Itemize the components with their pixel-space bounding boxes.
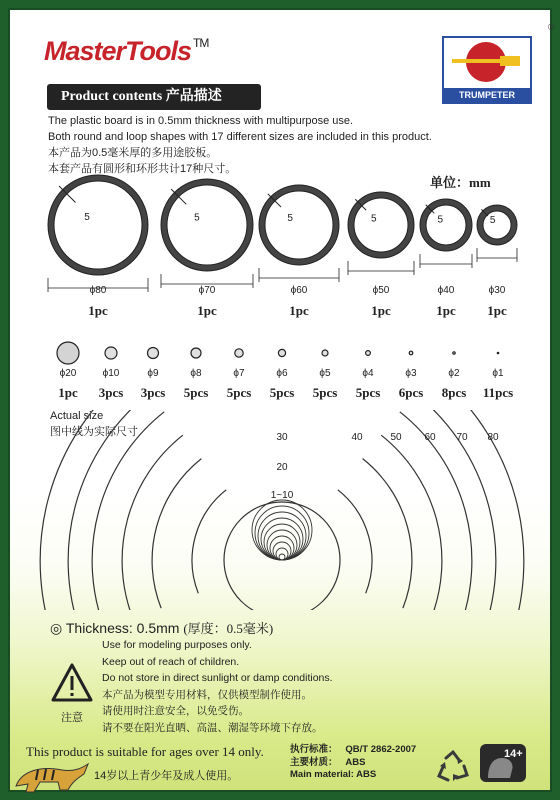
thickness-cn: (厚度：0.5毫米) (183, 621, 274, 636)
ring-item (477, 205, 517, 318)
disc-diameter-label: ϕ4 (362, 368, 374, 379)
disc-quantity-label: 5pcs (312, 385, 338, 400)
disc-shape (148, 348, 159, 359)
small-circle (267, 530, 297, 560)
actual-size-en: Actual size (50, 410, 104, 422)
thickness-line (50, 618, 273, 637)
ring-width-label: 5 (194, 212, 200, 224)
disc-quantity-label: 1pc (58, 385, 78, 400)
brand-name: MasterTools (44, 36, 192, 66)
disc-item (399, 351, 424, 400)
disc-item (483, 352, 513, 400)
disc-shape (57, 342, 79, 364)
actual-size-arcs (10, 410, 550, 610)
disc-shape (497, 352, 498, 353)
ring-quantity-label: 1pc (197, 303, 217, 318)
arc-left (68, 410, 149, 610)
ring-diameter-label: ϕ70 (198, 285, 216, 296)
disc-shape (191, 348, 201, 358)
spec-material-cn: 主要材质： ABS (290, 756, 366, 768)
ring-diameter-label: ϕ40 (437, 285, 455, 296)
age-notice-cn: 14岁以上青少年及成人使用。 (94, 770, 239, 782)
note-line: Do not store in direct sunlight or damp conditions. (102, 672, 333, 684)
disc-diameter-label: ϕ7 (233, 368, 245, 379)
age-14-badge (480, 744, 526, 782)
registered-mark: ® (548, 22, 555, 32)
trademark: TM (193, 36, 209, 50)
ring-quantity-label: 1pc (88, 303, 108, 318)
warning-label: 注意 (61, 712, 83, 724)
note-line: Keep out of reach of children. (102, 655, 240, 668)
disc-diameter-label: ϕ10 (102, 368, 120, 379)
arc-left (192, 490, 226, 594)
ring-quantity-label: 1pc (487, 303, 507, 318)
disc-diameter-label: ϕ8 (190, 368, 202, 379)
disc-quantity-label: 8pcs (441, 385, 467, 400)
disc-item (313, 350, 338, 400)
disc-shape (235, 349, 243, 357)
disc-quantity-label: 5pcs (183, 385, 209, 400)
disc-quantity-label: 6pcs (398, 385, 424, 400)
spec-standard: 执行标准： QB/T 2862-2007 (290, 744, 417, 755)
disc-diameter-label: ϕ2 (448, 368, 460, 379)
ring-width-label: 5 (489, 215, 496, 226)
recycle-icon (434, 748, 472, 786)
disc-quantity-label: 5pcs (269, 385, 295, 400)
arc-right (363, 459, 412, 608)
warning-block (50, 662, 94, 722)
arc-size-label: 50 (390, 432, 402, 443)
disc-diameter-label: ϕ20 (59, 368, 77, 379)
arc-right (432, 410, 524, 610)
disc-shape (366, 351, 371, 356)
arc-size-label: 70 (456, 432, 468, 443)
arc-left (152, 459, 201, 608)
tiger-icon (12, 760, 92, 794)
usage-notes (102, 637, 333, 736)
product-card (10, 10, 555, 790)
disc-quantity-label: 5pcs (355, 385, 381, 400)
disc-shape (278, 349, 285, 356)
age-badge-text: 14+ (504, 748, 523, 760)
small-circle (273, 542, 291, 560)
ring-diameter-label: ϕ50 (372, 285, 390, 296)
disc-shape (409, 351, 413, 355)
intro-line: 本套产品有圆形和环形共计17种尺寸。 (48, 163, 237, 175)
arc-size-label: 30 (276, 432, 288, 443)
arc-right (381, 435, 442, 610)
note-line: 请使用时注意安全，以免受伤。 (102, 705, 249, 717)
logo-text: TRUMPETER (444, 88, 530, 102)
thickness-symbol: ◎ (50, 620, 63, 636)
spec-material-en: Main material: ABS (290, 769, 377, 780)
ring-quantity-label: 1pc (436, 303, 456, 318)
ring-width-label: 5 (437, 214, 444, 226)
ring-item (348, 192, 414, 318)
ring-item (48, 175, 148, 318)
actual-size-arc (152, 459, 412, 608)
disc-item (141, 348, 166, 401)
disc-quantity-label: 3pcs (98, 385, 124, 400)
warning-triangle-icon (50, 662, 94, 704)
disc-diameter-label: ϕ3 (405, 368, 417, 379)
actual-size-cn: 图中线为实际尺寸 (50, 426, 138, 438)
circle-20-label: 20 (276, 462, 288, 473)
trumpet-icon (450, 56, 522, 66)
disc-item (184, 348, 209, 400)
disc-item (57, 342, 79, 400)
trumpeter-logo (442, 36, 532, 104)
arc-left (122, 435, 183, 610)
disc-diameter-label: ϕ1 (492, 368, 504, 379)
ring-diameter-label: ϕ60 (290, 285, 308, 296)
ring-width-label: 5 (370, 213, 377, 225)
small-circles-label: 1~10 (270, 490, 294, 501)
disc-item (270, 349, 295, 400)
ring-item (420, 199, 472, 318)
disc-quantity-label: 11pcs (482, 385, 514, 400)
disc-item (99, 347, 124, 400)
size-chart (10, 170, 550, 400)
disc-shape (453, 352, 455, 354)
disc-quantity-label: 5pcs (226, 385, 252, 400)
disc-diameter-label: ϕ6 (276, 368, 288, 379)
intro-line: Both round and loop shapes with 17 different sizes are included in this product. (48, 131, 432, 143)
ring-diameter-label: ϕ80 (89, 285, 107, 296)
arc-size-label: 40 (351, 432, 363, 443)
intro-text (48, 113, 432, 177)
disc-item (442, 352, 467, 400)
intro-line: The plastic board is in 0.5mm thickness with multipurpose use. (48, 115, 354, 127)
arc-size-label: 60 (424, 432, 436, 443)
small-circle (279, 554, 285, 560)
arc-size-label: 80 (487, 432, 499, 443)
ring-quantity-label: 1pc (371, 303, 391, 318)
ring-diameter-label: ϕ30 (488, 285, 506, 296)
ring-item (161, 179, 253, 318)
disc-quantity-label: 3pcs (140, 385, 166, 400)
disc-diameter-label: ϕ5 (319, 368, 331, 379)
disc-shape (105, 347, 117, 359)
section-header: Product contents 产品描述 (47, 84, 261, 110)
ring-item (259, 185, 339, 318)
arc-right (338, 490, 372, 594)
unit-label: 单位：mm (430, 175, 491, 190)
note-line: Use for modeling purposes only. (102, 639, 252, 651)
ring-width-label: 5 (287, 213, 293, 224)
brand-logo (44, 36, 208, 67)
age-notice: This product is suitable for ages over 14 only. (26, 744, 264, 759)
disc-shape (322, 350, 328, 356)
intro-line: 本产品为0.5毫米厚的多用途胶板。 (48, 147, 218, 159)
ring-quantity-label: 1pc (289, 303, 309, 318)
disc-item (227, 349, 252, 400)
ring-width-label: 5 (84, 212, 90, 223)
thickness-en: Thickness: 0.5mm (65, 620, 180, 636)
actual-size-arc (192, 490, 372, 594)
arc-left (40, 410, 132, 610)
small-circle (255, 506, 309, 560)
note-line: 请不要在阳光直晒、高温、潮湿等环境下存放。 (102, 721, 323, 734)
disc-diameter-label: ϕ9 (147, 368, 159, 379)
spec-block (290, 744, 416, 782)
disc-item (356, 351, 381, 400)
note-line: 本产品为模型专用材料，仅供模型制作使用。 (102, 688, 312, 701)
